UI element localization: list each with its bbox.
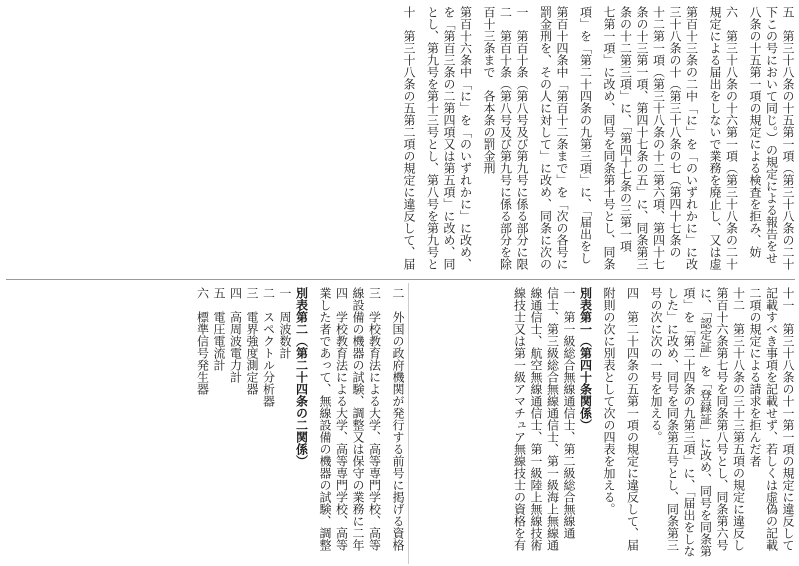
- text-column: 項」を「第二十四条の九第三項」に、「届出をしな: [682, 287, 696, 557]
- lower-left-text-block: [6, 287, 405, 562]
- text-column: 四 高周波電力計: [228, 287, 243, 383]
- text-column: 二 第百十条（第八号及び第九号に係る部分を除: [498, 6, 513, 270]
- text-column: 二 外国の政府機関が発行する前号に掲げる資格: [391, 287, 405, 551]
- text-column: 線設備の機器の試験、調整又は保守の業務に二年: [351, 287, 365, 551]
- text-column: 二 スペクトル分析器: [261, 287, 276, 407]
- text-column: 規定による届出をしないで業務を廃止し、又は虚: [708, 6, 722, 270]
- text-column: 第百十六条中「に」を「のいずれかに」に改め、: [458, 6, 473, 270]
- text-column: 附則の次に別表として次の四表を加える。: [602, 287, 616, 515]
- text-column: した」に改め、同号を同条第五号とし、同条第三: [665, 287, 680, 551]
- upper-text-block: [6, 6, 795, 274]
- text-column: 三十八条の十（第三十八条の七（第四十七条の: [668, 6, 682, 258]
- text-column: 十 第三十八条の五第二項の規定に違反して、届: [402, 6, 416, 270]
- text-column: 信士、第三級総合無線通信士、第一級海上無線通: [545, 287, 560, 551]
- text-column: 五 電圧電流計: [212, 287, 226, 371]
- vertical-divider: [408, 283, 409, 564]
- text-column: とし、第九号を第十三号とし、第八号を第九号と: [425, 6, 440, 270]
- text-column: に、「認定証」を「登録証」に改め、同号を同条第: [698, 287, 713, 557]
- text-column: 六 標準信号発生器: [195, 287, 210, 395]
- text-column: 四 学校教育法による大学、高等専門学校、高等: [334, 287, 349, 551]
- text-column: 十二第一項（第三十八条の十二第六項、第四十七: [651, 6, 666, 270]
- text-column: 十一 第三十八条の十一第一項の規定に違反して: [781, 287, 795, 551]
- text-column: 第百十六条第七号を同条第八号とし、同条第六号: [715, 287, 729, 551]
- text-column: 項」を「第二十四条の九第三項」に、「届出をし: [578, 6, 593, 264]
- text-column: 三 学校教育法による大学、高等専門学校、高等: [367, 287, 382, 551]
- text-column: 下この号において同じ。）の規定による報告をせ: [764, 6, 779, 264]
- text-column: 十二 第三十八条の三十三第五項の規定に違反し: [731, 287, 746, 551]
- lower-right-text-block: [411, 287, 795, 562]
- text-column: 条の十二第三項」に、「第四十七条の三第一項: [618, 6, 633, 252]
- text-column: を「第百三条の二第四項又は第五項」に改め、同: [442, 6, 456, 270]
- text-column: 線技士又は第一級アマチュア無線技士の資格を有: [512, 287, 527, 551]
- text-column: 四 第二十四条の五第一項の規定に違反して、届: [625, 287, 640, 551]
- text-column: 罰金刑を、その人に対して」に改め、同条に次の: [538, 6, 553, 270]
- text-column: 一 第百十条（第八号及び第九号に係る部分に限: [515, 6, 529, 270]
- text-column: 号の次に次の一号を加える。: [649, 287, 663, 443]
- text-column: 業した者であって、無線設備の機器の試験、調整: [318, 287, 332, 551]
- text-column: 別表第一（第四十条関係）: [578, 287, 593, 431]
- text-column: 条の十三第一項、第四十七条の五」に、同条第三: [635, 6, 649, 270]
- text-column: 線通信士、航空無線通信士、第一級陸上無線技術: [529, 287, 543, 551]
- text-column: 記載すべき事項を記載せず、若しくは虚偽の記載: [764, 287, 779, 551]
- text-column: 第百十三条の二中「に」を「のいずれかに」に改: [684, 6, 699, 270]
- text-column: 別表第二（第二十四条の二関係）: [294, 287, 309, 467]
- horizontal-divider: [6, 279, 795, 280]
- text-column: 第百十四条中「第百十二条まで」を「次の各号に: [555, 6, 569, 270]
- text-column: 六 第三十八条の十六第一項（第三十八条の二十: [724, 6, 739, 270]
- text-column: 百十三条まで 各本条の罰金刑: [482, 6, 496, 174]
- text-column: 二項の規定による請求を拒んだ者: [748, 287, 762, 467]
- text-column: 三 電界強度測定器: [245, 287, 259, 395]
- text-column: 一 周波数計: [278, 287, 292, 359]
- text-column: 一 第一級総合無線通信士、第二級総合無線通: [562, 287, 576, 539]
- text-column: 七第一項」に改め、同号を同条第十号とし、同条: [602, 6, 616, 270]
- text-column: 八条の十五第一項の規定による検査を拒み、妨: [748, 6, 762, 258]
- text-column: 五 第三十八条の十五第一項（第三十八条の二十: [781, 6, 795, 270]
